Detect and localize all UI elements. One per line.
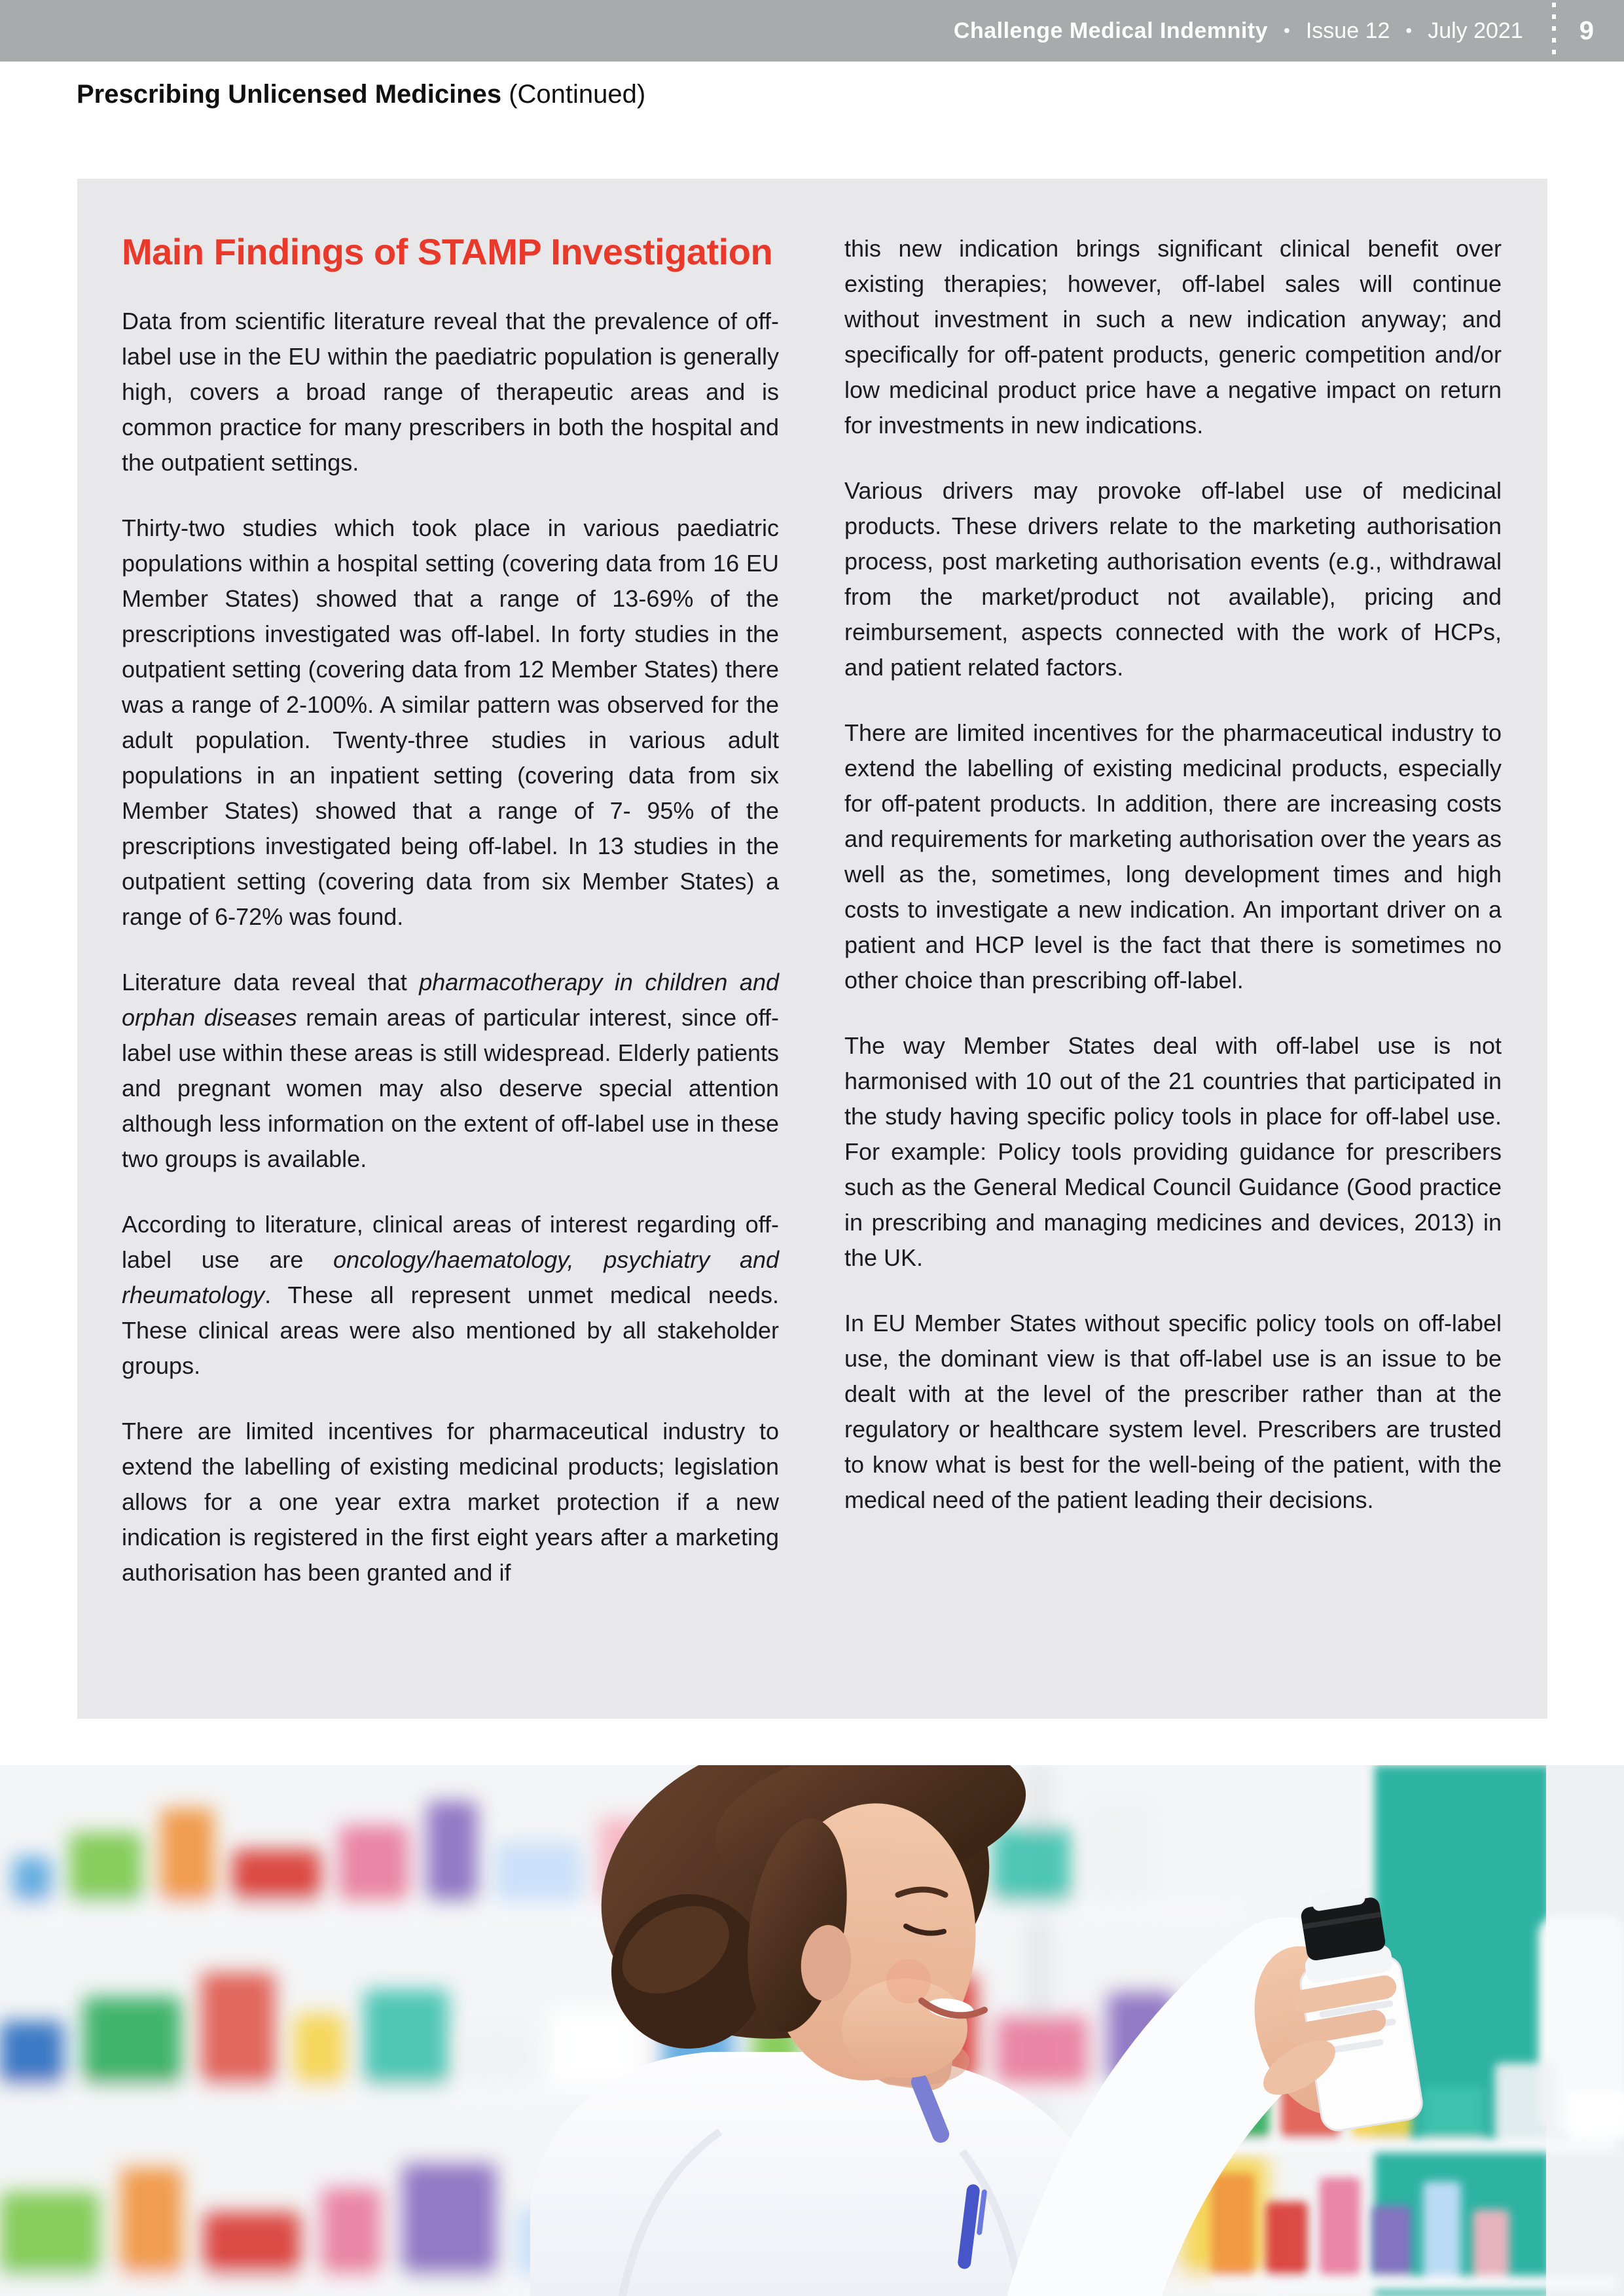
article-continued-title [77,80,645,109]
article-left-column [122,231,779,1719]
article-right-column [844,231,1502,1719]
paragraph: Thirty-two studies which took place in various paediatric populations within a hospital setting (covering data from 16 EU Member States) showed that a range of 13-69% of the prescriptions investigated was off-label. In forty studies in the outpatient setting (covering data from 12 Member States) there was a range of 2-100%. A similar pattern was observed for the adult population. Twenty-three studies in various adult populations in an inpatient setting (covering data from six Member States) showed that a range of 7- 95% of the prescriptions investigated being off-label. In 13 studies in the outpatient setting (covering data from six Member States) a range of 6-72% was found. [122,514,779,930]
paragraph: There are limited incentives for pharmaceutical industry to extend the labelling of existing medicinal products; legislation allows for a one year extra market protection if a new indication is registered in the first eight years after a marketing authorisation has been granted and if [122,1417,779,1586]
page-number: 9 [1579,16,1594,45]
paragraph: this new indication brings significant clinical benefit over existing therapies; however, off-label sales will continue without investment in such a new indication anyway; and specifically for off-patent products, generic competition and/or low medicinal product price have a negative impact on return for investments in new indications. [844,235,1502,439]
bullet-separator: • [1405,20,1413,41]
paragraph: In EU Member States without specific policy tools on off-label use, the dominant view is that off-label use is an issue to be dealt with at the level of the prescriber rather than at the regulatory or healthcare system level. Prescribers are trusted to know what is best for the well-being of the patient, with the medical need of the patient leading their decisions. [844,1310,1502,1513]
paragraph: There are limited incentives for the pharmaceutical industry to extend the labelling of existing medicinal products, especially for off-patent products. In addition, there are increasing costs and requirements for marketing authorisation over the years as well as the, sometimes, long development times and high costs to investigate a new indication. An important driver on a patient and HCP level is the fact that there is sometimes no other choice than prescribing off-label. [844,719,1502,994]
paragraph: Literature data reveal that pharmacotherapy in children and orphan diseases remain areas of particular interest, since off-label use within these areas is still widespread. Elderly patients and pregnant women may also deserve special attention although less information on the extent of off-label use in these two groups is available. [122,968,779,1172]
issue-date: July 2021 [1428,18,1523,43]
continued-label: (Continued) [501,80,646,109]
cheek-blush [886,1959,931,2003]
pharmacist-photo [0,1765,1624,2296]
article-body-box [77,179,1547,1719]
photo-container [0,1765,1624,2296]
paragraph: Data from scientific literature reveal that the prevalence of off-label use in the EU within the paediatric population is generally high, covers a broad range of therapeutic areas and is common practice for many prescribers in both the hospital and the outpatient settings. [122,307,779,476]
publication-title: Challenge Medical Indemnity [953,18,1269,43]
paragraph: Various drivers may provoke off-label use of medicinal products. These drivers relate to the marketing authorisation process, post marketing authorisation events (e.g., withdrawal from the market/product not available), pricing and reimbursement, aspects connected with the work of HCPs, and patient related factors. [844,477,1502,681]
dotted-divider [1552,3,1556,59]
page-header-bar [0,0,1624,62]
issue-number: Issue 12 [1305,18,1390,43]
paragraph: The way Member States deal with off-label use is not harmonised with 10 out of the 21 countries that participated in the study having specific policy tools in place for off-label use. For example: Policy tools providing guidance for prescribers such as the General Medical Council Guidance (Good practice in prescribing and managing medicines and devices, 2013) in the UK. [844,1032,1502,1271]
article-title-text: Prescribing Unlicensed Medicines [77,80,502,109]
paragraph: According to literature, clinical areas of interest regarding off-label use are oncology/haematology, psychiatry and rheumatology. These all represent unmet medical needs. These clinical areas were also mentioned by all stakeholder groups. [122,1210,780,1379]
bullet-separator: • [1284,20,1290,41]
section-heading: Main Findings of STAMP Investigation [122,231,773,272]
